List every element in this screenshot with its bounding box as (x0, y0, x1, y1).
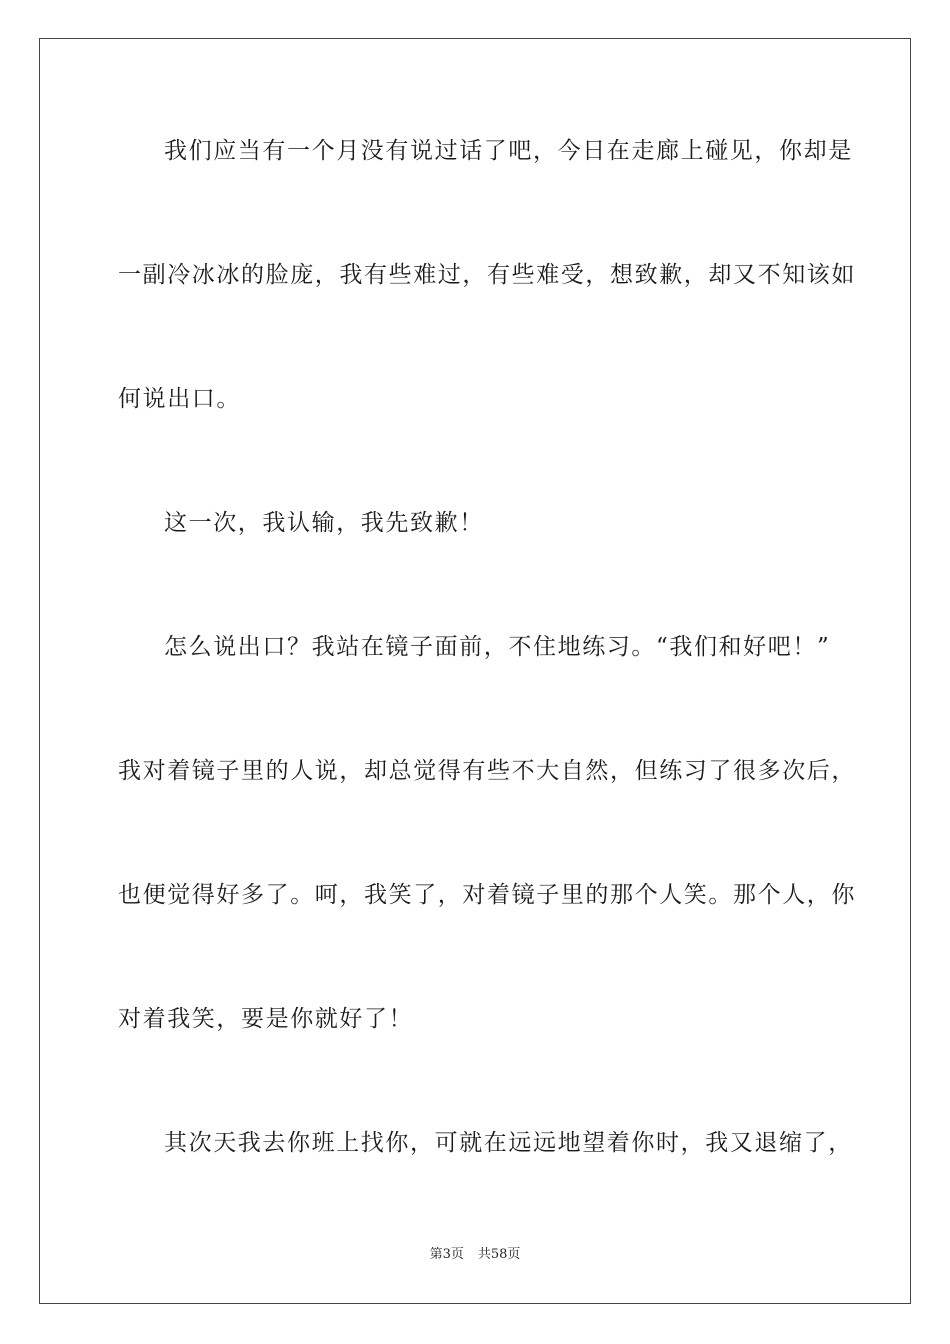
text-line: 一副冷冰冰的脸庞，我有些难过，有些难受，想致歉，却又不知该如 (118, 262, 856, 288)
text-line: 我对着镜子里的人说，却总觉得有些不大自然，但练习了很多次后， (118, 758, 856, 784)
text-line: 怎么说出口？我站在镜子面前，不住地练习。“我们和好吧！” (164, 634, 831, 660)
text-line: 这一次，我认输，我先致歉！ (164, 510, 484, 536)
text-line: 其次天我去你班上找你，可就在远远地望着你时，我又退缩了， (164, 1130, 853, 1156)
page-footer (0, 1246, 950, 1264)
page-border (39, 38, 911, 1304)
page-number: 第3页 (429, 1247, 464, 1262)
text-line: 也便觉得好多了。呵，我笑了，对着镜子里的那个人笑。那个人，你 (118, 882, 856, 908)
text-line: 对着我笑，要是你就好了！ (118, 1006, 414, 1032)
text-line: 我们应当有一个月没有说过话了吧，今日在走廊上碰见，你却是 (164, 138, 853, 164)
text-line: 何说出口。 (118, 386, 241, 412)
page-total: 共58页 (477, 1247, 521, 1262)
